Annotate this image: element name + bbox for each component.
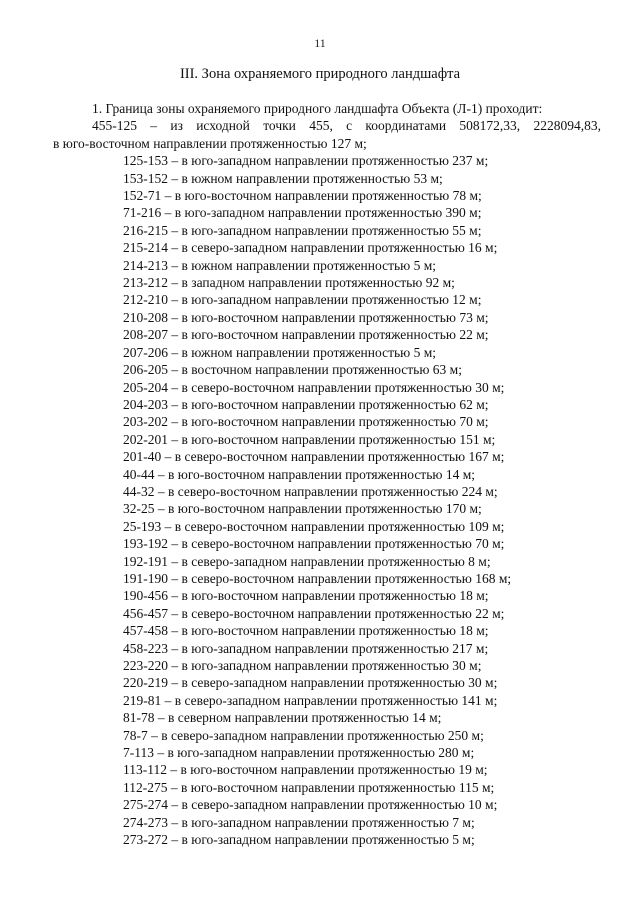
boundary-segment-item: 192-191 – в северо-западном направлении протяженностью 8 м;: [123, 553, 491, 569]
boundary-segment-item: 113-112 – в юго-восточном направлении протяженностью 19 м;: [123, 762, 488, 778]
boundary-segment-item: 81-78 – в северном направлении протяженностью 14 м;: [123, 710, 442, 726]
boundary-segment-item: 213-212 – в западном направлении протяженностью 92 м;: [123, 275, 455, 291]
boundary-segment-item: 223-220 – в юго-западном направлении протяженностью 30 м;: [123, 658, 482, 673]
boundary-segment-item: 201-40 – в северо-восточном направлении протяженностью 167 м;: [123, 449, 505, 465]
section-title: III. Зона охраняемого природного ландшафта: [179, 66, 461, 82]
intro-paragraph: 1. Граница зоны охраняемого природного ландшафта Объекта (Л-1) проходит:: [92, 101, 543, 116]
boundary-segment-item: 214-213 – в южном направлении протяженностью 5 м;: [123, 257, 437, 273]
boundary-segment-item: 275-274 – в северо-западном направлении протяженностью 10 м;: [123, 797, 498, 813]
boundary-segment-item: 220-219 – в северо-западном направлении протяженностью 30 м;: [123, 675, 498, 691]
boundary-segment-item: 205-204 – в северо-восточном направлении протяженностью 30 м;: [123, 379, 505, 395]
boundary-segment-item: 193-192 – в северо-восточном направлении протяженностью 70 м;: [123, 536, 505, 552]
boundary-segment-item: 274-273 – в юго-западном направлении протяженностью 7 м;: [123, 814, 475, 830]
boundary-segment-item: 212-210 – в юго-западном направлении протяженностью 12 м;: [123, 292, 482, 308]
boundary-segment-item: 44-32 – в северо-восточном направлении протяженностью 224 м;: [123, 483, 498, 499]
boundary-segment-item: 210-208 – в юго-восточном направлении протяженностью 73 м;: [123, 309, 489, 325]
boundary-segment-item: 191-190 – в северо-восточном направлении протяженностью 168 м;: [123, 570, 512, 586]
document-body: [53, 100, 601, 848]
boundary-segment-item: 204-203 – в юго-восточном направлении протяженностью 62 м;: [123, 396, 489, 412]
boundary-segment-item: 219-81 – в северо-западном направлении протяженностью 141 м;: [123, 692, 498, 708]
boundary-segment-item: 458-223 – в юго-западном направлении протяженностью 217 м;: [123, 640, 489, 656]
boundary-segment-item: 78-7 – в северо-западном направлении протяженностью 250 м;: [123, 727, 484, 743]
boundary-segment-item: 152-71 – в юго-восточном направлении протяженностью 78 м;: [123, 188, 482, 204]
boundary-segment-item: 112-275 – в юго-восточном направлении протяженностью 115 м;: [123, 779, 495, 795]
boundary-segment-item: 190-456 – в юго-восточном направлении протяженностью 18 м;: [123, 588, 489, 604]
boundary-segment-item: 456-457 – в северо-восточном направлении протяженностью 22 м;: [123, 605, 505, 621]
boundary-segment-item: 125-153 – в юго-западном направлении протяженностью 237 м;: [123, 153, 489, 169]
boundary-segment-item: 25-193 – в северо-восточном направлении протяженностью 109 м;: [123, 518, 505, 534]
boundary-segment-item: 457-458 – в юго-восточном направлении протяженностью 18 м;: [123, 623, 489, 639]
boundary-segment-list: [53, 152, 601, 848]
boundary-segment-item: 206-205 – в восточном направлении протяженностью 63 м;: [123, 362, 462, 378]
boundary-segment-item: 215-214 – в северо-западном направлении протяженностью 16 м;: [123, 240, 498, 256]
boundary-segment-item: 32-25 – в юго-восточном направлении протяженностью 170 м;: [123, 501, 482, 517]
boundary-segment-item: 40-44 – в юго-восточном направлении протяженностью 14 м;: [123, 466, 475, 482]
first-boundary-segment-line-2: в юго-восточном направлении протяженностью 127 м;: [53, 135, 367, 151]
boundary-segment-item: 208-207 – в юго-восточном направлении протяженностью 22 м;: [123, 327, 489, 343]
boundary-segment-item: 216-215 – в юго-западном направлении протяженностью 55 м;: [123, 222, 482, 238]
boundary-segment-item: 71-216 – в юго-западном направлении протяженностью 390 м;: [123, 205, 482, 221]
boundary-segment-item: 203-202 – в юго-восточном направлении протяженностью 70 м;: [123, 414, 489, 430]
boundary-segment-item: 153-152 – в южном направлении протяженностью 53 м;: [123, 170, 443, 186]
boundary-segment-item: 273-272 – в юго-западном направлении протяженностью 5 м;: [123, 832, 475, 848]
page-number: 11: [314, 36, 326, 50]
boundary-segment-item: 7-113 – в юго-западном направлении протяженностью 280 м;: [123, 745, 475, 761]
boundary-segment-item: 202-201 – в юго-восточном направлении протяженностью 151 м;: [123, 431, 496, 447]
boundary-segment-item: 207-206 – в южном направлении протяженностью 5 м;: [123, 344, 437, 360]
first-boundary-segment-line-1: 455-125 – из исходной точки 455, с координатами 508172,33, 2228094,83,: [92, 118, 601, 134]
